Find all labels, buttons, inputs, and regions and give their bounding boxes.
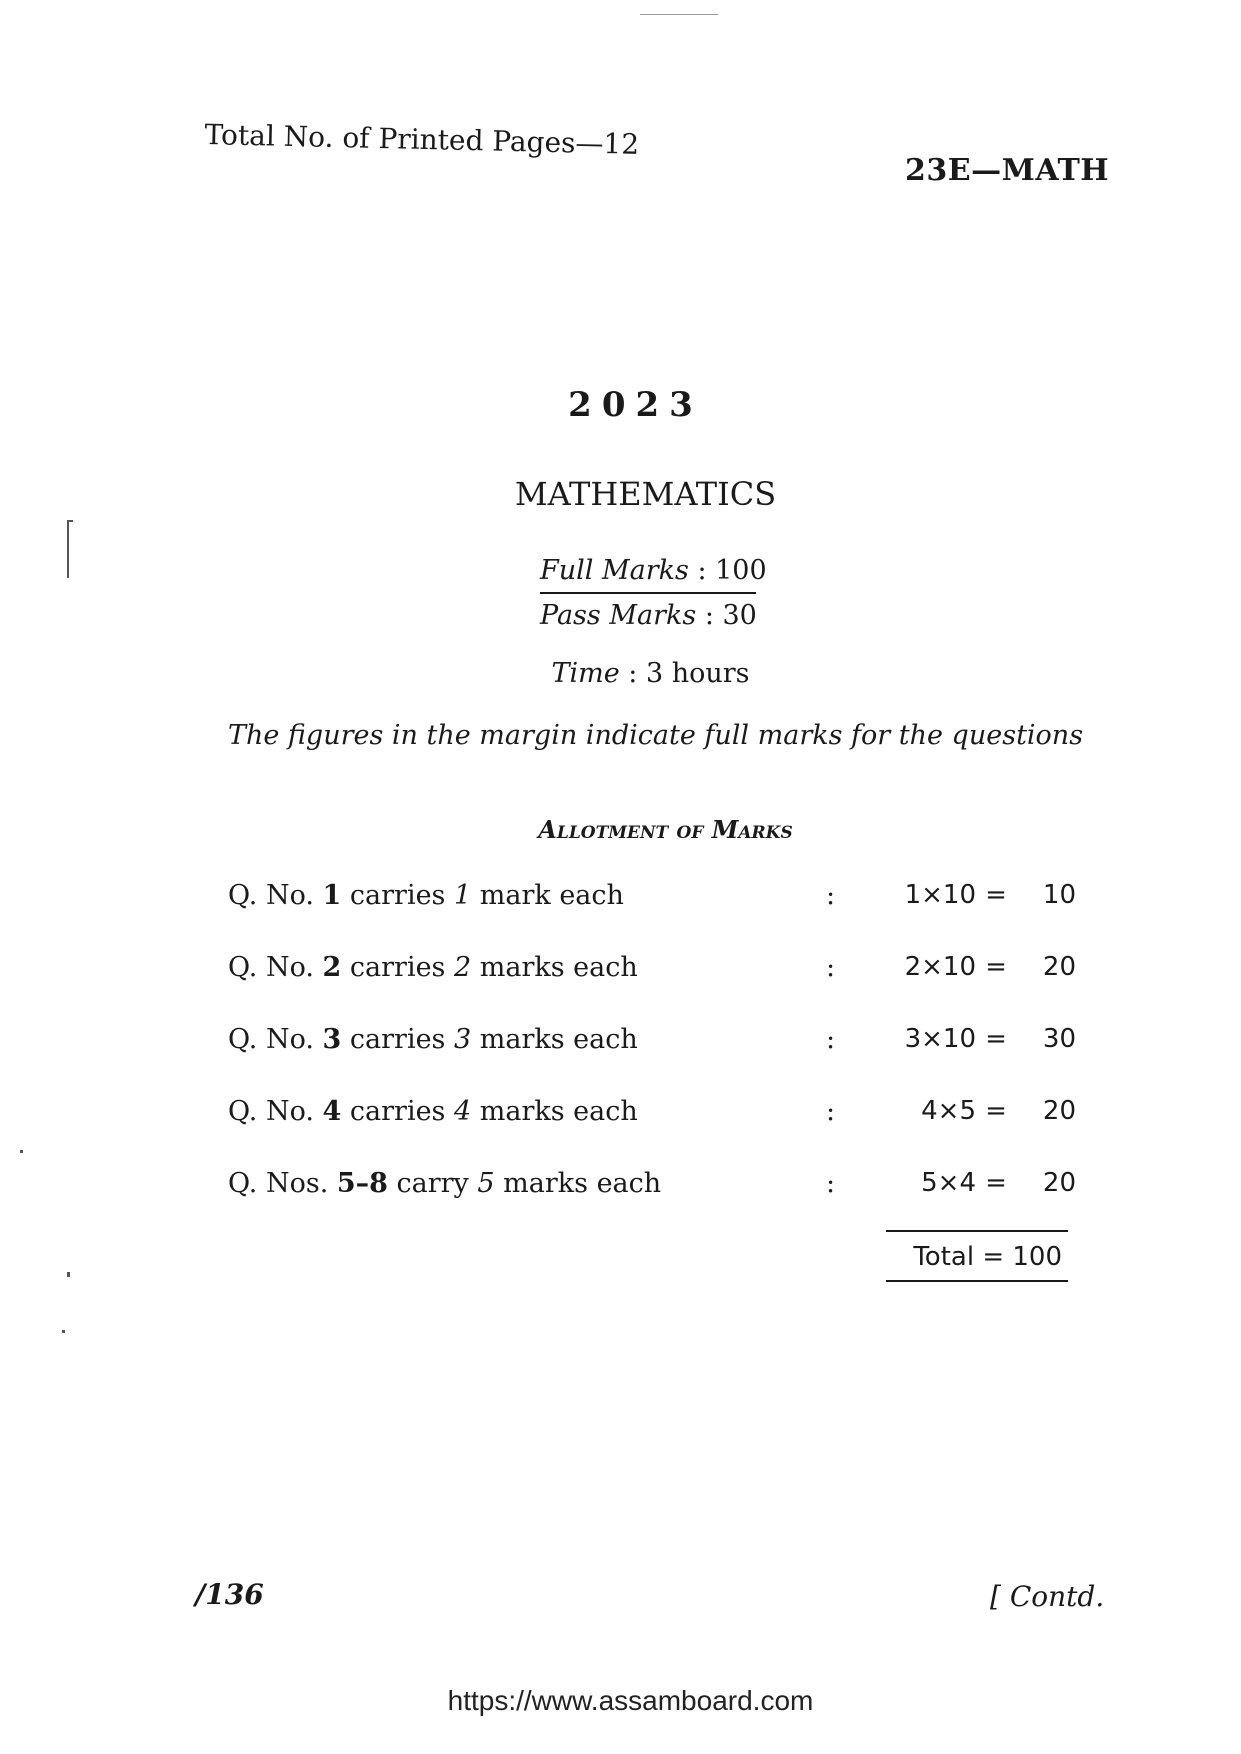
subject-title: MATHEMATICS (514, 475, 777, 513)
row-equals: = (985, 1024, 1007, 1054)
scan-mark (67, 1272, 70, 1277)
full-marks-label: Full Marks (540, 555, 689, 586)
exam-year: 2023 (568, 385, 703, 425)
exam-time (0, 658, 1241, 689)
continued-marker: [ Contd. (990, 1580, 1105, 1613)
row-expression: 2×10 (904, 952, 976, 982)
row-expression: 3×10 (904, 1024, 976, 1054)
question-desc: Q. No. 4 carries 4 marks each (228, 1096, 638, 1127)
watermark-url[interactable]: https://www.assamboard.com (447, 1685, 814, 1716)
allotment-heading: Allotment of Marks (538, 815, 793, 844)
row-expression: 4×5 (921, 1096, 976, 1126)
full-marks (540, 555, 767, 594)
row-result: 20 (1042, 1096, 1076, 1126)
pass-marks-label: Pass Marks (540, 600, 697, 631)
allotment-row (228, 952, 1078, 1024)
scan-mark (20, 1150, 23, 1153)
row-colon: : (826, 1024, 836, 1055)
scan-mark (67, 520, 73, 522)
allotment-row (228, 880, 1078, 952)
paper-code: 23E—MATH (905, 153, 1110, 188)
row-result: 30 (1042, 1024, 1076, 1054)
question-desc: Q. Nos. 5–8 carry 5 marks each (228, 1168, 662, 1199)
scan-mark (67, 520, 69, 578)
row-colon: : (826, 952, 836, 983)
allotment-row (228, 1096, 1078, 1168)
row-colon: : (826, 880, 836, 911)
row-expression: 5×4 (921, 1168, 976, 1198)
row-result: 20 (1042, 952, 1076, 982)
row-equals: = (985, 1168, 1007, 1198)
question-desc: Q. No. 2 carries 2 marks each (228, 952, 638, 983)
row-colon: : (826, 1096, 836, 1127)
pass-marks-value: : 30 (704, 600, 757, 631)
scan-mark (62, 1330, 65, 1333)
row-result: 20 (1042, 1168, 1076, 1198)
total-marks: Total = 100 (886, 1230, 1068, 1282)
margin-note: The figures in the margin indicate full marks for the questions (227, 720, 1084, 751)
page-code: /136 (195, 1578, 264, 1611)
row-equals: = (985, 952, 1007, 982)
row-colon: : (826, 1168, 836, 1199)
printed-pages-count: Total No. of Printed Pages—12 (204, 118, 640, 161)
row-expression: 1×10 (904, 880, 976, 910)
time-label: Time (551, 658, 620, 689)
allotment-row (228, 1024, 1078, 1096)
pass-marks (540, 594, 756, 631)
question-desc: Q. No. 3 carries 3 marks each (228, 1024, 638, 1055)
allotment-table (228, 880, 1078, 1240)
row-equals: = (985, 1096, 1007, 1126)
row-equals: = (985, 880, 1007, 910)
row-result: 10 (1042, 880, 1076, 910)
time-value: : 3 hours (628, 658, 750, 689)
full-marks-value: : 100 (697, 555, 767, 586)
question-desc: Q. No. 1 carries 1 mark each (228, 880, 624, 911)
scan-mark (640, 14, 718, 15)
marks-block (540, 555, 767, 631)
